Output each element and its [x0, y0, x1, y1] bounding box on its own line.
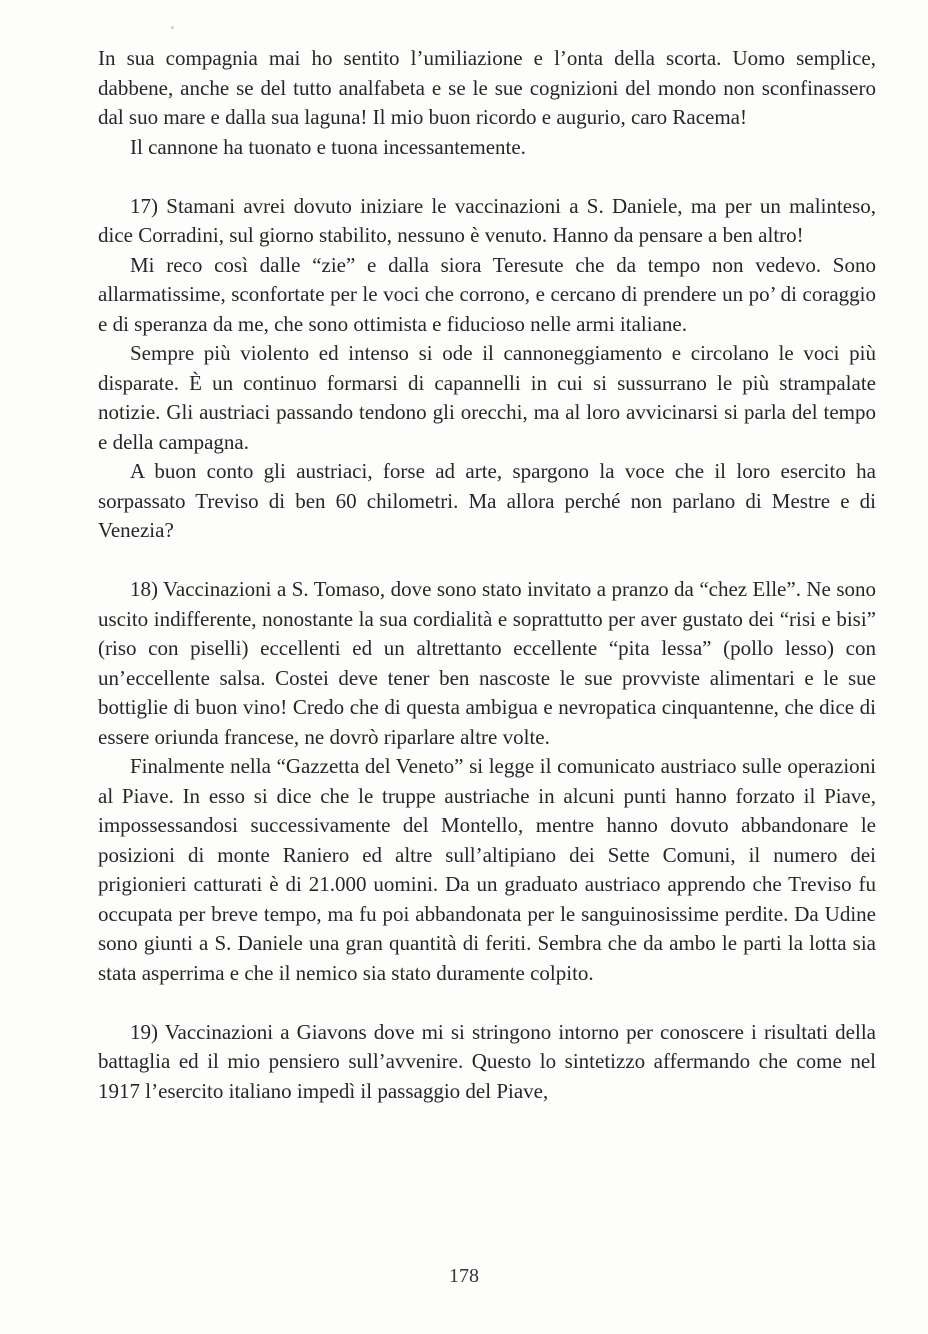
paragraph: Finalmente nella “Gazzetta del Veneto” si legge il comunicato austriaco sulle operazioni al Piave. In esso si dice che le truppe austriache in alcuni punti hanno forzato il Piave, impossessandosi successivamente del Montello, mentre hanno dovuto abbandonare le posizioni di monte Raniero ed altre sull’altipiano dei Sette Comuni, il numero dei prigionieri catturati è di 21.000 uomini. Da un graduato austriaco apprendo che Treviso fu occupata per breve tempo, ma fu poi abbandonata per le sanguinosissime perdite. Da Udine sono giunti a S. Daniele una gran quantità di feriti. Sembra che da ambo le parti la lotta sia stata asperrima e che il nemico sia stato duramente colpito.: [98, 754, 876, 985]
paragraph: A buon conto gli austriaci, forse ad arte, spargono la voce che il loro esercito ha sorpassato Treviso di ben 60 chilometri. Ma allora perché non parlano di Mestre e di Venezia?: [98, 459, 876, 542]
paragraph: Sempre più violento ed intenso si ode il cannoneggiamento e circolano le voci più disparate. È un continuo formarsi di capannelli in cui si sussurrano le più strampalate notizie. Gli austriaci passando tendono gli orecchi, ma al loro avvicinarsi si parla del tempo e della campagna.: [98, 341, 876, 454]
body-text: [98, 44, 876, 1106]
diary-entry-17: 17) Stamani avrei dovuto iniziare le vaccinazioni a S. Daniele, ma per un malinteso, dice Corradini, sul giorno stabilito, nessuno è venuto. Hanno da pensare a ben altro!: [98, 193, 876, 247]
page-number: 178: [449, 1265, 479, 1287]
diary-entry-18: 18) Vaccinazioni a S. Tomaso, dove sono stato invitato a pranzo da “chez Elle”. Ne sono uscito indifferente, nonostante la sua cordialità e soprattutto per aver gustato dei “risi e bisi” (riso con piselli) eccellenti ed un altrettanto eccellente “pita lessa” (pollo lesso) con un’eccellente salsa. Costei deve tener ben nascoste le sue provviste alimentari e le sue bottiglie di buon vino! Credo che di questa ambigua e nevropatica cinquantenne, che dice di essere oriunda francese, ne dovrò riparlare altre volte.: [98, 577, 876, 749]
paragraph: Il cannone ha tuonato e tuona incessantemente.: [130, 134, 526, 159]
paragraph: Mi reco così dalle “zie” e dalla siora Teresute che da tempo non vedevo. Sono allarmatissime, sconfortate per le voci che corrono, e cercano di prendere un po’ di coraggio e di speranza da me, che sono ottimista e fiducioso nelle armi italiane.: [98, 252, 876, 336]
diary-entry-19: 19) Vaccinazioni a Giavons dove mi si stringono intorno per conoscere i risultati della battaglia ed il mio pensiero sull’avvenire. Questo lo sintetizzo affermando che come nel 1917 l’esercito italiano impedì il passaggio del Piave,: [98, 1019, 876, 1103]
scan-speck: [171, 26, 174, 29]
paragraph-continuation: In sua compagnia mai ho sentito l’umiliazione e l’onta della scorta. Uomo semplice, dabbene, anche se del tutto analfabeta e se le sue cognizioni del mondo non sconfinassero dal suo mare e dalla sua laguna! Il mio buon ricordo e augurio, caro Racema!: [98, 46, 876, 129]
